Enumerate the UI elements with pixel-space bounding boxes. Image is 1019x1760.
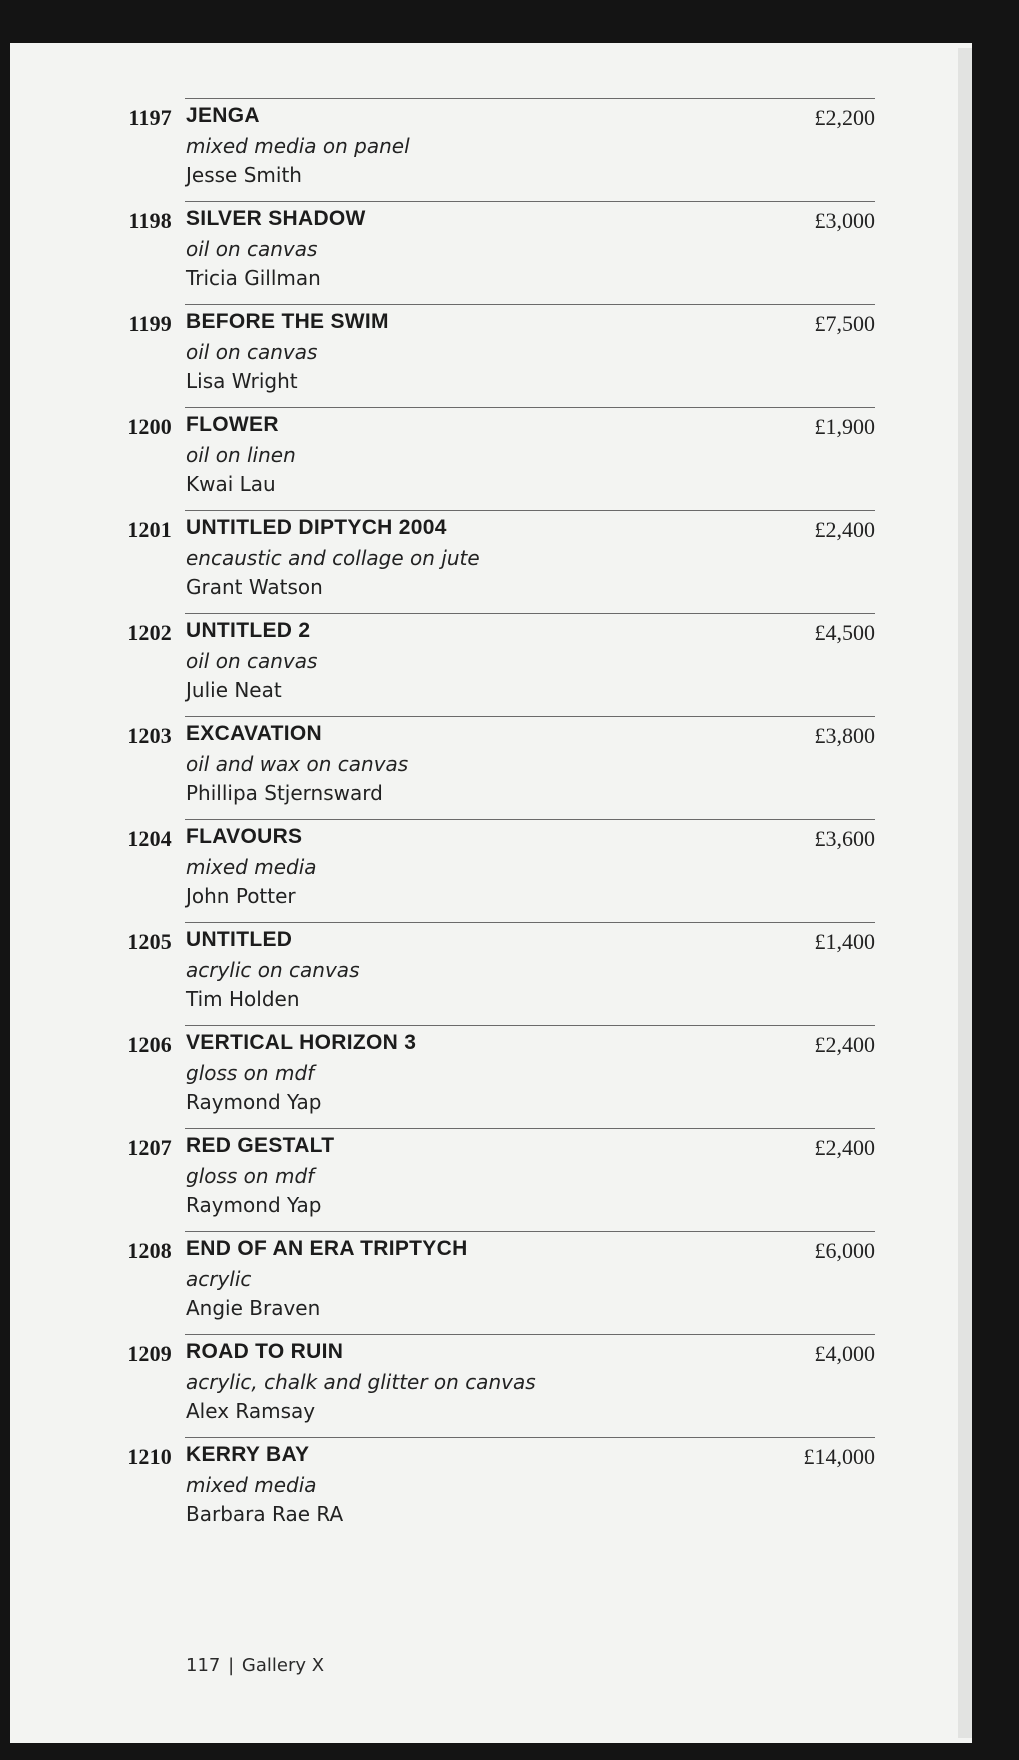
lot-number: 1208	[127, 1238, 172, 1263]
lot-entry	[10, 819, 972, 922]
divider-rule	[185, 613, 875, 614]
lot-title: UNTITLED 2	[186, 619, 311, 642]
lot-price: £4,000	[814, 1341, 875, 1366]
lot-entry	[10, 201, 972, 304]
divider-rule	[185, 407, 875, 408]
divider-rule	[185, 1334, 875, 1335]
lot-entry	[10, 510, 972, 613]
lot-number: 1209	[127, 1341, 172, 1366]
divider-rule	[185, 1231, 875, 1232]
lot-number: 1203	[127, 723, 172, 748]
lot-artist: Jesse Smith	[186, 163, 302, 187]
divider-rule	[185, 304, 875, 305]
lot-medium: mixed media on panel	[186, 134, 410, 158]
divider-rule	[185, 716, 875, 717]
lot-medium: mixed media	[186, 855, 317, 879]
page-number: 117	[186, 1655, 221, 1676]
lot-number: 1202	[127, 620, 172, 645]
lot-price: £7,500	[814, 311, 875, 336]
lot-artist: Angie Braven	[186, 1296, 321, 1320]
lot-entry	[10, 1334, 972, 1437]
lot-medium: gloss on mdf	[186, 1061, 315, 1085]
lot-title: RED GESTALT	[186, 1134, 335, 1157]
lot-artist: Lisa Wright	[186, 369, 298, 393]
lot-artist: Julie Neat	[186, 678, 282, 702]
lot-price: £1,400	[814, 929, 875, 954]
lot-price: £2,200	[814, 105, 875, 130]
lot-medium: mixed media	[186, 1473, 317, 1497]
lot-number: 1200	[127, 414, 172, 439]
lot-number: 1210	[127, 1444, 172, 1469]
lot-artist: Grant Watson	[186, 575, 323, 599]
lot-title: JENGA	[186, 104, 260, 127]
lot-artist: Phillipa Stjernsward	[186, 781, 383, 805]
lot-title: EXCAVATION	[186, 722, 323, 745]
lot-list	[10, 98, 972, 1540]
lot-medium: oil on linen	[186, 443, 296, 467]
lot-entry	[10, 98, 972, 201]
footer-separator: |	[228, 1655, 235, 1676]
lot-entry	[10, 1437, 972, 1540]
lot-medium: oil on canvas	[186, 649, 318, 673]
divider-rule	[185, 819, 875, 820]
lot-medium: acrylic on canvas	[186, 958, 360, 982]
lot-price: £2,400	[814, 1135, 875, 1160]
lot-artist: Kwai Lau	[186, 472, 276, 496]
lot-entry	[10, 1231, 972, 1334]
lot-price: £2,400	[814, 1032, 875, 1057]
lot-medium: oil on canvas	[186, 340, 318, 364]
lot-entry	[10, 1025, 972, 1128]
lot-price: £1,900	[814, 414, 875, 439]
lot-price: £14,000	[803, 1444, 875, 1469]
divider-rule	[185, 922, 875, 923]
lot-medium: acrylic	[186, 1267, 252, 1291]
lot-medium: oil on canvas	[186, 237, 318, 261]
lot-medium: oil and wax on canvas	[186, 752, 409, 776]
divider-rule	[185, 98, 875, 99]
page-footer	[186, 1655, 324, 1676]
lot-title: FLAVOURS	[186, 825, 303, 848]
section-name: Gallery X	[241, 1655, 325, 1676]
lot-entry	[10, 304, 972, 407]
lot-medium: encaustic and collage on jute	[186, 546, 480, 570]
lot-price: £3,800	[814, 723, 875, 748]
lot-entry	[10, 613, 972, 716]
lot-artist: Raymond Yap	[186, 1090, 322, 1114]
lot-artist: Barbara Rae RA	[186, 1502, 344, 1526]
lot-title: SILVER SHADOW	[186, 207, 366, 230]
lot-entry	[10, 716, 972, 819]
lot-artist: Tim Holden	[186, 987, 300, 1011]
lot-artist: John Potter	[186, 884, 296, 908]
lot-number: 1207	[127, 1135, 172, 1160]
lot-title: BEFORE THE SWIM	[186, 310, 389, 333]
lot-number: 1205	[127, 929, 172, 954]
lot-price: £2,400	[814, 517, 875, 542]
lot-title: VERTICAL HORIZON 3	[186, 1031, 417, 1054]
page-edge	[958, 48, 972, 1738]
lot-price: £6,000	[814, 1238, 875, 1263]
divider-rule	[185, 1437, 875, 1438]
lot-title: KERRY BAY	[186, 1443, 310, 1466]
lot-entry	[10, 407, 972, 510]
lot-title: UNTITLED	[186, 928, 293, 951]
divider-rule	[185, 510, 875, 511]
lot-price: £4,500	[814, 620, 875, 645]
catalogue-page	[10, 43, 972, 1743]
lot-title: ROAD TO RUIN	[186, 1340, 344, 1363]
divider-rule	[185, 201, 875, 202]
lot-price: £3,000	[814, 208, 875, 233]
lot-medium: acrylic, chalk and glitter on canvas	[186, 1370, 536, 1394]
divider-rule	[185, 1025, 875, 1026]
lot-artist: Tricia Gillman	[186, 266, 321, 290]
lot-number: 1198	[128, 208, 172, 233]
lot-title: END OF AN ERA TRIPTYCH	[186, 1237, 468, 1260]
lot-entry	[10, 922, 972, 1025]
lot-artist: Alex Ramsay	[186, 1399, 316, 1423]
lot-entry	[10, 1128, 972, 1231]
divider-rule	[185, 1128, 875, 1129]
lot-number: 1199	[128, 311, 172, 336]
lot-title: FLOWER	[186, 413, 279, 436]
lot-number: 1206	[127, 1032, 172, 1057]
lot-number: 1204	[127, 826, 172, 851]
lot-price: £3,600	[814, 826, 875, 851]
lot-number: 1201	[127, 517, 172, 542]
lot-title: UNTITLED DIPTYCH 2004	[186, 516, 447, 539]
lot-number: 1197	[128, 105, 172, 130]
lot-artist: Raymond Yap	[186, 1193, 322, 1217]
lot-medium: gloss on mdf	[186, 1164, 315, 1188]
